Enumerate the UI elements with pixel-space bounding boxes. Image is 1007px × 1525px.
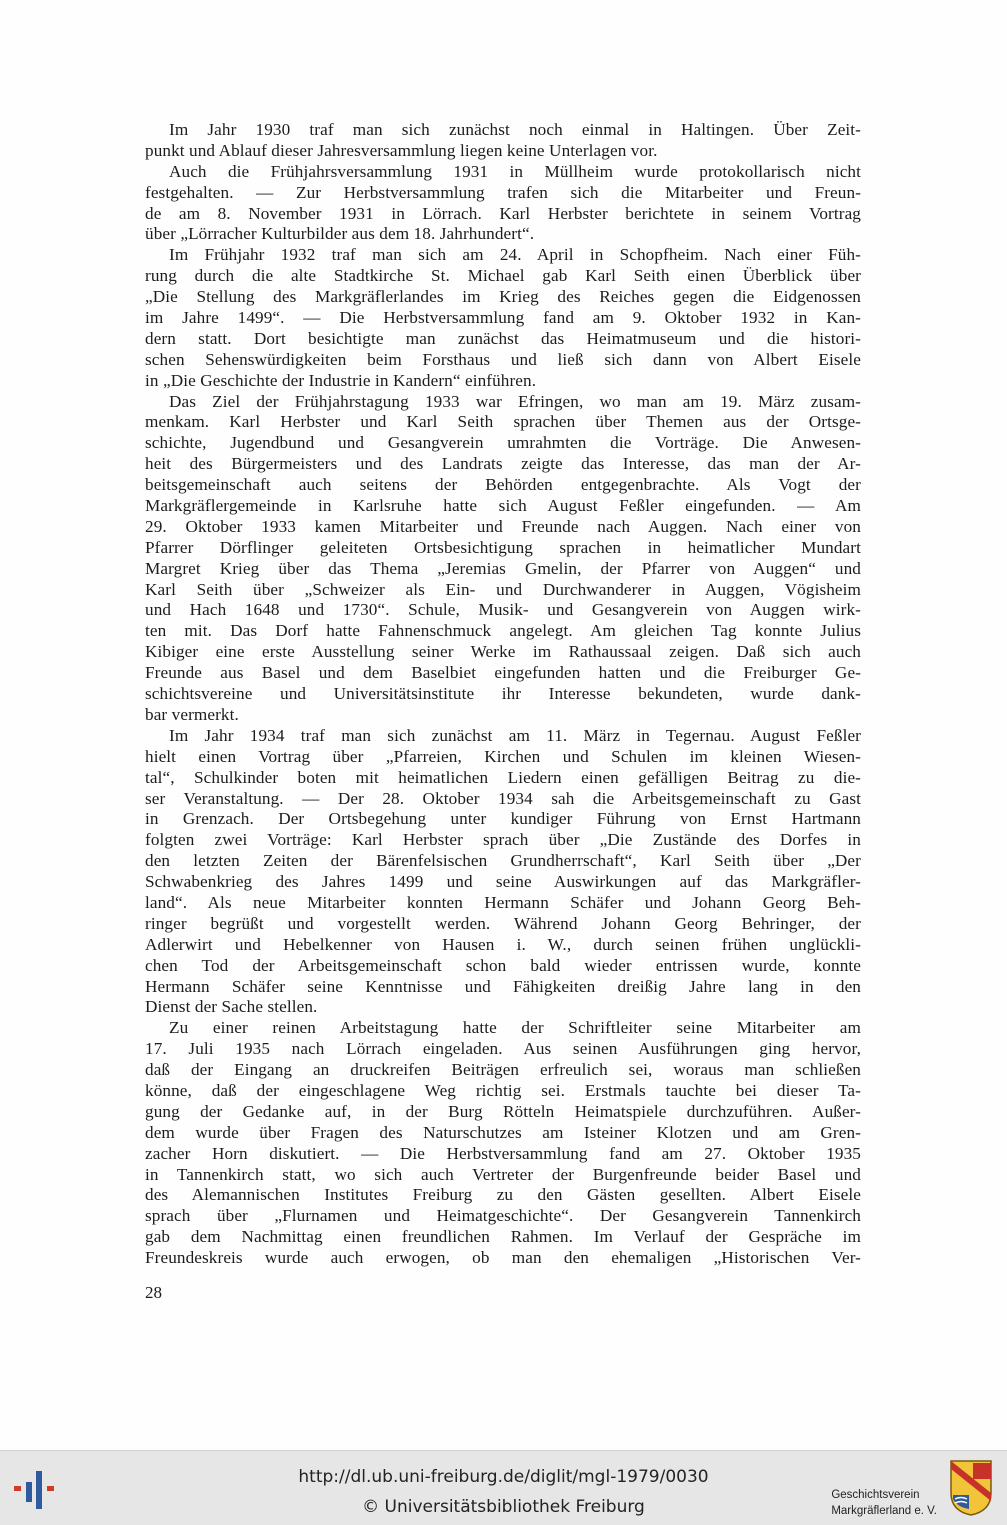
copyright-notice: © Universitätsbibliothek Freiburg [362,1497,645,1517]
text-line: schen Sehenswürdigkeiten beim Forsthaus und ließ sich dann von Albert Eisele [145,349,861,369]
text-line: im Jahre 1499“. — Die Herbstversammlung fand am 9. Oktober 1932 in Kan- [145,308,861,328]
text-line: gab dem Nachmittag einen freundlichen Rahmen. Im Verlauf der Gespräche im [145,1227,861,1247]
text-line: rung durch die alte Stadtkirche St. Michael gab Karl Seith einen Überblick über [145,266,861,286]
text-line: Schwabenkrieg des Jahres 1499 und seine Auswirkungen auf das Markgräfler- [145,872,861,892]
page-number: 28 [145,1283,162,1302]
text-line: Freundeskreis wurde auch erwogen, ob man den ehemaligen „Historischen Ver- [145,1248,861,1268]
document-url-link[interactable]: http://dl.ub.uni-freiburg.de/diglit/mgl-1979/0030 [298,1467,709,1487]
text-line: bar vermerkt. [145,704,239,724]
text-line: zacher Horn diskutiert. — Die Herbstversammlung fand am 27. Oktober 1935 [145,1143,861,1163]
society-line-1: Geschichtsverein [831,1489,920,1501]
text-line: in „Die Geschichte der Industrie in Kandern“ einführen. [145,370,537,390]
text-line: Freunde aus Basel und dem Baselbiet eingefunden hatten und die Freiburger Ge- [145,663,861,683]
text-line: Markgräflergemeinde in Karlsruhe hatte sich August Feßler eingefunden. — Am [145,496,861,516]
text-line: in Tannenkirch statt, wo sich auch Vertreter der Burgenfreunde beider Basel und [145,1164,861,1184]
text-line: 29. Oktober 1933 kamen Mitarbeiter und Freunde nach Auggen. Nach einer von [145,516,861,536]
text-line: Im Jahr 1934 traf man sich zunächst am 11. März in Tegernau. August Feßler [169,725,861,745]
text-line: hielt einen Vortrag über „Pfarreien, Kirchen und Schulen im kleinen Wiesen- [145,746,861,766]
text-line: Auch die Frühjahrsversammlung 1931 in Müllheim wurde protokollarisch nicht [169,161,861,181]
text-line: des Alemannischen Institutes Freiburg zu den Gästen gesellten. Albert Eisele [145,1185,861,1205]
text-line: über „Lörracher Kulturbilder aus dem 18. Jahrhundert“. [145,224,535,244]
text-line: Das Ziel der Frühjahrstagung 1933 war Efringen, wo man am 19. März zusam- [169,391,861,411]
text-line: gung der Gedanke auf, in der Burg Rötteln Heimatspiele durchzuführen. Außer- [145,1101,861,1121]
text-line: und Hach 1648 und 1730“. Schule, Musik- und Gesangverein von Auggen wirk- [145,600,861,620]
text-line: sprach über „Flurnamen und Heimatgeschichte“. Der Gesangverein Tannenkirch [145,1206,861,1226]
text-line: ringer begrüßt und vorgestellt werden. Während Johann Georg Behringer, der [145,913,861,933]
body-text [145,120,861,1269]
text-line: beitsgemeinschaft auch seitens der Behörden entgegenbrachte. Als Vogt der [145,475,861,495]
text-line: Adlerwirt und Hebelkenner von Hausen i. W., durch seinen frühen unglückli- [145,934,861,954]
text-line: Zu einer reinen Arbeitstagung hatte der Schriftleiter seine Mitarbeiter am [169,1018,861,1038]
text-line: Im Frühjahr 1932 traf man sich am 24. April in Schopfheim. Nach einer Füh- [169,245,861,265]
text-line: Pfarrer Dörflinger geleiteten Ortsbesichtigung sprachen in heimatlicher Mundart [145,537,861,557]
text-line: 17. Juli 1935 nach Lörrach eingeladen. Aus seinen Ausführungen ging hervor, [145,1039,861,1059]
text-line: dern statt. Dort besichtigte man zunächst das Heimatmuseum und die histori- [145,328,861,348]
text-line: ten mit. Das Dorf hatte Fahnenschmuck angelegt. Am gleichen Tag konnte Julius [145,621,861,641]
text-line: folgten zwei Vorträge: Karl Herbster sprach über „Die Zustände des Dorfes in [145,830,861,850]
text-line: in Grenzach. Der Ortsbegehung unter kundiger Führung von Ernst Hartmann [145,809,861,829]
text-line: Kibiger eine erste Ausstellung seiner Werke im Rathaussaal zeigen. Daß sich auch [145,642,861,662]
text-line: schichtsvereine und Universitätsinstitute ihr Interesse bekundeten, wurde dank- [145,684,861,704]
text-line: land“. Als neue Mitarbeiter konnten Hermann Schäfer und Johann Georg Beh- [145,892,861,912]
coat-of-arms-icon [949,1459,993,1517]
text-line: Margret Krieg über das Thema „Jeremias Gmelin, der Pfarrer von Auggen“ und [145,558,861,578]
text-line: chen Tod der Arbeitsgemeinschaft schon bald wieder entrissen wurde, konnte [145,955,861,975]
text-line: „Die Stellung des Markgräflerlandes im Krieg des Reiches gegen die Eidgenossen [145,287,861,307]
text-line: dem wurde über Fragen des Naturschutzes am Isteiner Klotzen und am Gren- [145,1122,861,1142]
text-line: heit des Bürgermeisters und des Landrats zeigte das Interesse, das man der Ar- [145,454,861,474]
viewer-footer [0,1450,1007,1525]
text-line: Im Jahr 1930 traf man sich zunächst noch einmal in Haltingen. Über Zeit- [169,120,861,139]
society-line-2: Markgräflerland e. V. [831,1505,937,1517]
text-line: ser Veranstaltung. — Der 28. Oktober 1934 sah die Arbeitsgemeinschaft zu Gast [145,788,861,808]
text-line: könne, daß der eingeschlagene Weg richtig sei. Erstmals tauchte bei dieser Ta- [145,1080,861,1100]
text-line: festgehalten. — Zur Herbstversammlung trafen sich die Mitarbeiter und Freun- [145,182,861,202]
text-line: de am 8. November 1931 in Lörrach. Karl Herbster berichtete in seinem Vortrag [145,203,861,223]
text-line: daß der Eingang an druckreifen Beiträgen erfreulich sei, woraus man schließen [145,1060,861,1080]
society-name [831,1487,937,1519]
text-line: menkam. Karl Herbster und Karl Seith sprachen über Themen aus der Ortsge- [145,412,861,432]
text-line: Dienst der Sache stellen. [145,997,318,1017]
text-line: den letzten Zeiten der Bärenfelsischen Grundherrschaft“, Karl Seith über „Der [145,851,861,871]
text-line: schichte, Jugendbund und Gesangverein umrahmten die Vorträge. Die Anwesen- [145,433,861,453]
text-line: Hermann Schäfer seine Kenntnisse und Fähigkeiten dreißig Jahre lang in den [145,976,861,996]
text-line: punkt und Ablauf dieser Jahresversammlung liegen keine Unterlagen vor. [145,140,658,160]
text-line: tal“, Schulkinder boten mit heimatlichen Liedern einen gefälligen Beitrag zu die- [145,767,861,787]
text-line: Karl Seith über „Schweizer als Ein- und Durchwanderer in Auggen, Vögisheim [145,579,861,599]
